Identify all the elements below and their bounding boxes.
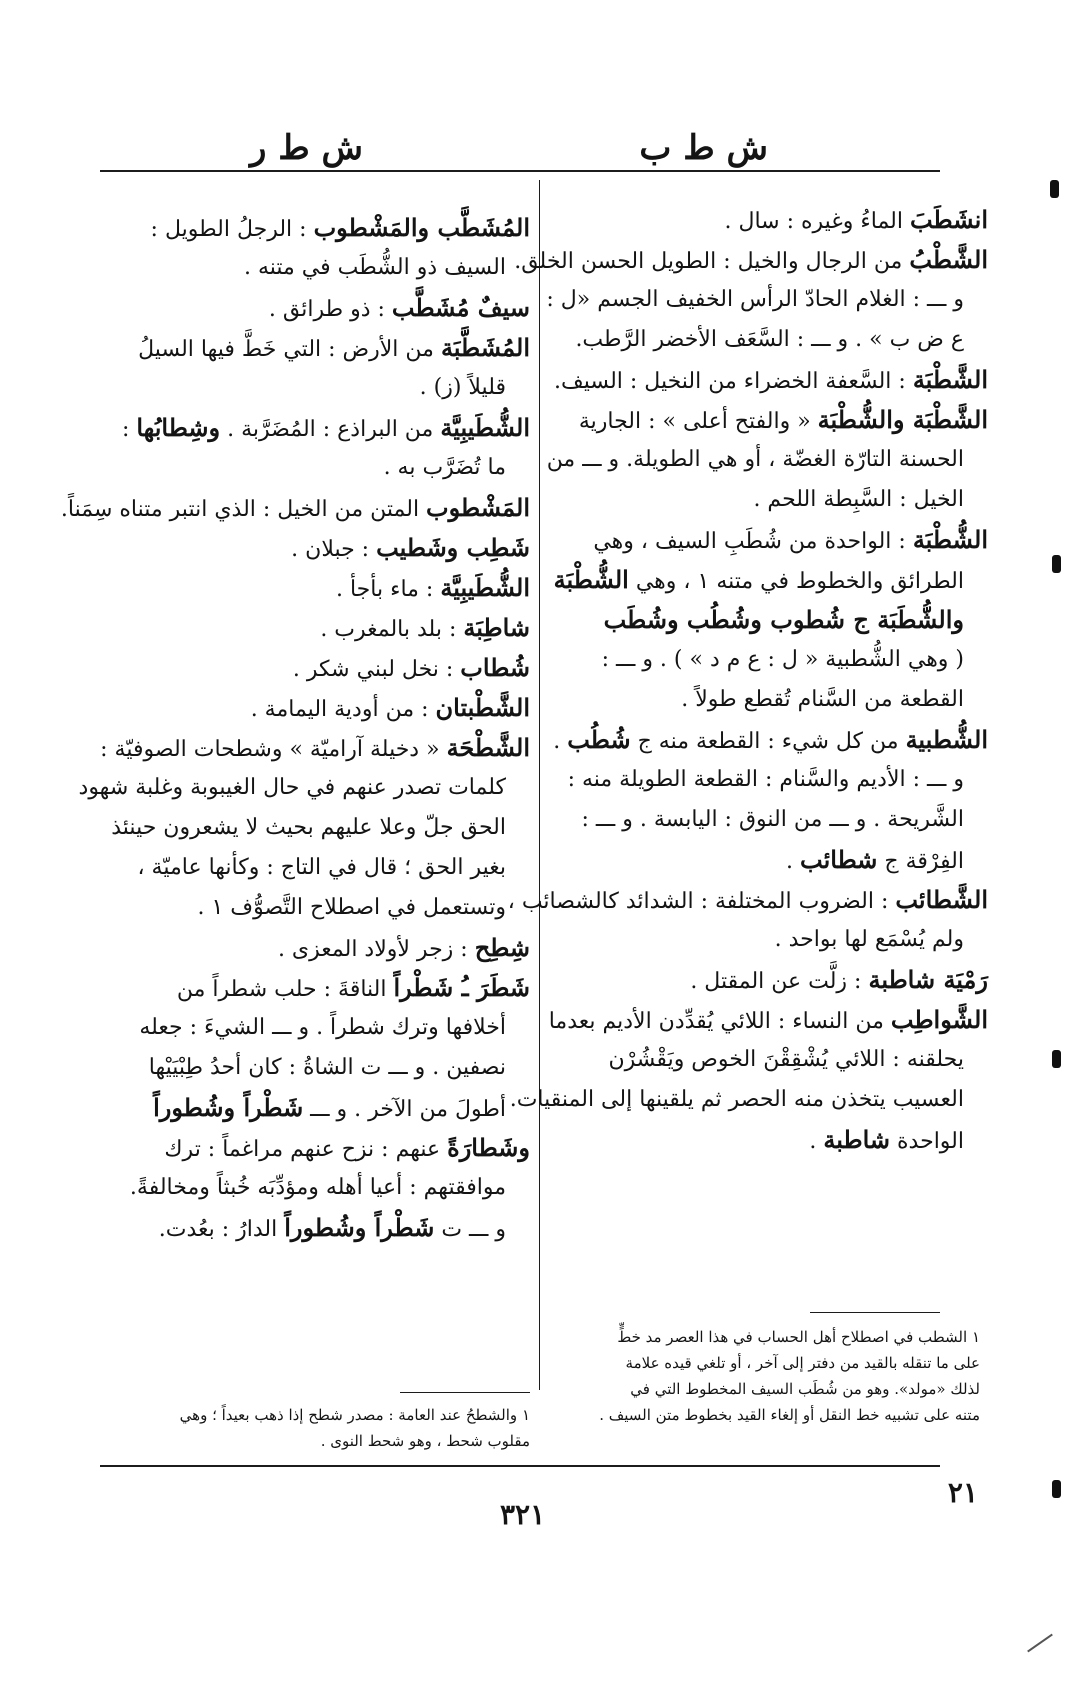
footer-rule (100, 1465, 940, 1467)
entry-line (550, 480, 988, 520)
headword: الشَّطْبتان (435, 693, 530, 722)
footnote-line: ١ والشطحُ عند العامة : مصدر شطح إذا ذهب بعيداً ؛ وهي (179, 1406, 530, 1424)
definition-text: : ذو طرائق . (268, 297, 392, 322)
definition-text: : الواحدة من شُطَبِ السيف ، وهي (593, 529, 913, 554)
definition-text: أخلافها وترك شطراً . و ـــ الشيءَ : جعله (139, 1015, 506, 1040)
headword: الشُّطَيبِيَّة (440, 573, 530, 602)
definition-text: كلمات تصدر عنهم في حال الغيبوبة وغلبة شهود (78, 775, 506, 800)
definition-text: يحلقنه : اللائي يُشْقِقْنَ الخوص ويَقْشُرْن (608, 1047, 964, 1072)
headword: الشَّطائب (895, 885, 988, 914)
headword: انشَطَبَ (909, 205, 988, 234)
definition-text: الفِرْقة ج (877, 849, 964, 874)
footnotes-left (100, 1402, 530, 1454)
entry-line (550, 960, 988, 1000)
entry-line (514, 240, 988, 280)
entry-line (550, 720, 988, 760)
headword: شطائب (800, 845, 878, 874)
definition-text: ولم يُسْمَع لها بواحد . (774, 927, 964, 952)
entry-line (546, 280, 988, 320)
entry-line (100, 888, 530, 928)
headword: الشَّطْبُ (909, 245, 988, 274)
entry-line (100, 328, 530, 368)
headword: الشُّطْبَة (553, 565, 629, 594)
entry-line (100, 608, 530, 648)
headword: الشُّطبية (905, 725, 988, 754)
entry-line (100, 568, 530, 608)
entry-line (100, 528, 530, 568)
entries-column-right (507, 200, 988, 1160)
header-rule (100, 170, 940, 172)
definition-text: من كل شيء : القطعة منه ج (630, 729, 906, 754)
entry-line (507, 880, 988, 920)
entry-line (100, 688, 530, 728)
headword: الشَّواطِب (890, 1005, 988, 1034)
footnote-line: متنه على تشبيه خط النقل أو إلغاء القيد بخطوط متن السيف . (599, 1406, 980, 1424)
definition-text: من النساء : اللائي يُقدِّدن الأديم بعدما (548, 1009, 891, 1034)
definition-text: القطعة من السَّنام تُقطع طولاً . (681, 687, 964, 712)
headword: الشَّطْحَة (446, 733, 530, 762)
entry-line (509, 1080, 988, 1120)
headword: والشُّطَبَة ج شُطوب وشُطُب وشُطَب (603, 605, 964, 634)
definition-text: . (809, 1129, 824, 1154)
definition-text: . (553, 729, 568, 754)
footnote-line: ١ الشطب في اصطلاح أهل الحساب في هذا العصر مد خطٍّ (617, 1328, 980, 1346)
definition-text: « والفتح أعلى » : الجارية (578, 409, 818, 434)
definition-text: . (786, 849, 801, 874)
definition-text: المتن من الخيل : الذي انتبر متناه سِمَناً. (60, 497, 427, 522)
entry-line (60, 488, 530, 528)
definition-text: و ـــ : الأديم والسَّنام : القطعة الطويلة منه : (567, 767, 964, 792)
definition-text: الواحدة (890, 1129, 964, 1154)
headword: الشَّطْبَة (912, 365, 988, 394)
definition-text: عنهم : نزح عنهم مراغماً : ترك (164, 1137, 448, 1162)
definition-text: : ماء بأجأ . (335, 577, 441, 602)
headword: وشَطارَةً (447, 1133, 530, 1162)
entry-line (100, 1208, 530, 1248)
definition-text: : زلَّت عن المقتل . (690, 969, 869, 994)
headword: وشِطابُها (136, 413, 221, 442)
entry-line (550, 560, 988, 600)
entry-line (550, 800, 988, 840)
headword: المُشَطَّب والمَشْطوب (313, 213, 530, 242)
definition-text: من الرجال والخيل : الطويل الحسن الخلق. (514, 249, 910, 274)
definition-text: الماءُ وغيره : سال . (724, 209, 910, 234)
entry-line (100, 728, 530, 768)
scan-edge-mark (1052, 1480, 1061, 1498)
scan-edge-mark (1052, 1050, 1061, 1068)
headword: شَطِب وشَطيب (376, 533, 530, 562)
entry-line (100, 1088, 530, 1128)
definition-text: من البراذع : المُضَرَّبة . (220, 417, 441, 442)
definition-text: الشَّريحة . و ـــ من النوق : اليابسة . و ـــ : (581, 807, 964, 832)
definition-text: ( وهي الشُّطبية « ل : ع م د » ) . و ـــ : (601, 647, 964, 672)
entry-line (550, 920, 988, 960)
entry-line (100, 1128, 530, 1168)
entry-line (100, 408, 530, 448)
headword: رَمْيَة شاطبة (868, 965, 988, 994)
entry-line (550, 400, 988, 440)
entry-line (550, 360, 988, 400)
entry-line (550, 1040, 988, 1080)
definition-text: ما تُضَرَّب به . (383, 455, 506, 480)
definition-text: نصفين . و ـــ ت الشاةُ : كان أحدُ طِبْيَيْها (148, 1055, 506, 1080)
entry-line (100, 208, 530, 248)
definition-text: قليلاً (ز) . (419, 375, 506, 400)
headword: شِطِح (474, 933, 530, 962)
footnote-rule-right (810, 1312, 940, 1313)
definition-text: أطولَ من الآخر . و ـــ (303, 1097, 506, 1122)
entry-line (550, 1000, 988, 1040)
definition-text: العسيب يتخذن منه الحصر ثم يلقينها إلى المنقيات. (509, 1087, 964, 1112)
headword: المَشْطوب (426, 493, 530, 522)
entry-line (550, 840, 988, 880)
definition-text: « دخيلة آراميّة » وشطحات الصوفيّة : (100, 737, 447, 762)
entry-line (100, 848, 530, 888)
definition-text: من الأرض : التي خَطَّ فيها السيلُ (138, 337, 441, 362)
entry-line (100, 968, 530, 1008)
definition-text: موافقتهم : أعيا أهله ومؤدِّبَه خُبثاً ومخالفةً. (129, 1175, 506, 1200)
entry-line (100, 1168, 530, 1208)
headword: شاطِبَة (463, 613, 530, 642)
headword: الشَّطْبَة والشُّطْبَة (817, 405, 988, 434)
entry-line (100, 288, 530, 328)
headword: الشُّطْبَة (912, 525, 988, 554)
entry-line (550, 1120, 988, 1160)
entry-line (100, 808, 530, 848)
scan-edge-mark (1050, 180, 1059, 198)
definition-text: الدارُ : بعُدت. (158, 1217, 285, 1242)
headword: شُطُب (567, 725, 631, 754)
column-divider (539, 180, 540, 1390)
entry-line (546, 440, 988, 480)
headword: شَطَرَ ـُ شَطْراً (393, 973, 530, 1002)
folio-right: ٢١ (947, 1476, 978, 1509)
entry-line (550, 520, 988, 560)
definition-text: و ـــ ت (434, 1217, 506, 1242)
footnote-line: لذلك «مولد». وهو من شُطَب السيف المخطوط التي في (630, 1380, 980, 1398)
definition-text: وتستعمل في اصطلاح التَّصوُّف ١ . (197, 895, 506, 920)
definition-text: : السَّعفة الخضراء من النخيل : السيف. (554, 369, 913, 394)
footnote-rule-left (400, 1392, 530, 1393)
entry-line (100, 1048, 530, 1088)
entry-line (550, 680, 988, 720)
entry-line (100, 648, 530, 688)
entry-line (78, 768, 530, 808)
headword: شاطبة (823, 1125, 891, 1154)
definition-text: : من أودية اليمامة . (250, 697, 436, 722)
definition-text: : الضروب المختلفة : الشدائد كالشصائب ، (507, 889, 896, 914)
entry-line (100, 368, 530, 408)
headword: الشُّطَيبِيَّة (440, 413, 530, 442)
definition-text: : زجر لأولاد المعزى . (277, 937, 475, 962)
definition-text: الطرائق والخطوط في متنه ١ ، وهي (628, 569, 964, 594)
entry-line (100, 1008, 530, 1048)
definition-text: و ـــ : الغلام الحادّ الرأس الخفيف الجسم «ل : (546, 287, 964, 312)
entries-column-left (60, 208, 530, 1248)
footnote-line: مقلوب شحط ، وهو شحط النوى . (320, 1432, 530, 1450)
definition-text: الحسنة التارّة الغضّة ، أو هي الطويلة. و ـــ من (546, 447, 964, 472)
headword: المُشَطَّبَة (440, 333, 530, 362)
entry-line (550, 760, 988, 800)
entry-line (550, 600, 988, 640)
definition-text: : (121, 417, 137, 442)
definition-text: : بلد بالمغرب . (320, 617, 464, 642)
footnotes-right (550, 1324, 980, 1428)
running-head-right: ش ط ب (639, 128, 768, 168)
entry-line (550, 320, 988, 360)
definition-text: : نخل لبني شكر . (292, 657, 461, 682)
headword: شَطْراً وشُطوراً (153, 1093, 304, 1122)
entry-line (550, 640, 988, 680)
entry-line (100, 928, 530, 968)
headword: شُطاب (460, 653, 530, 682)
definition-text: ع ض ب » . و ـــ : السَّعَف الأخضر الرَّطب. (575, 327, 964, 352)
entry-line (550, 200, 988, 240)
definition-text: السيف ذو الشُّطَب في متنه . (243, 255, 506, 280)
entry-line (100, 448, 530, 488)
definition-text: بغير الحق ؛ قال في التاج : وكأنها عاميّة ، (137, 855, 506, 880)
definition-text: : الرجلُ الطويل : (150, 217, 314, 242)
headword: شَطْراً وشُطوراً (284, 1213, 435, 1242)
running-head-left: ش ط ر (250, 128, 364, 168)
headword: سيفٌ مُشَطَّب (391, 293, 530, 322)
footnote-line: على ما تنقله بالقيد من دفتر إلى آخر ، أو تلغي قيده علامة (625, 1354, 980, 1372)
definition-text: : جبلان . (291, 537, 377, 562)
definition-text: الخيل : السَّبِطة اللحم . (753, 487, 964, 512)
folio-center: ٣٢١ (500, 1498, 546, 1531)
definition-text: الحق جلّ وعلا عليهم بحيث لا يشعرون حينئذ (111, 815, 506, 840)
scan-stroke (1027, 1634, 1053, 1653)
entry-line (100, 248, 530, 288)
definition-text: الناقةَ : حلب شطراً من (176, 977, 394, 1002)
scan-edge-mark (1052, 555, 1061, 573)
